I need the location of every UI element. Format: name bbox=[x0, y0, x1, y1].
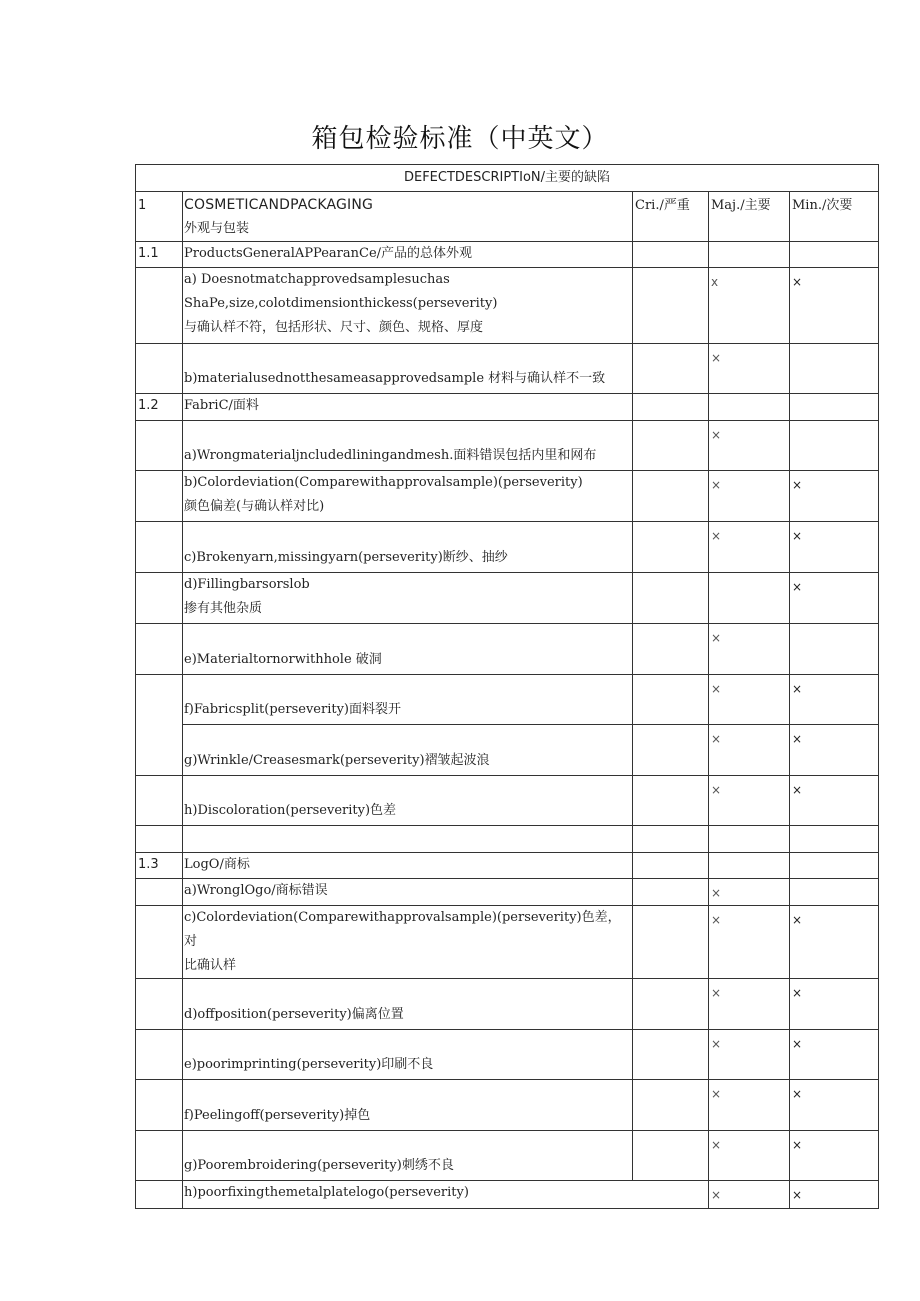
minor-mark: × bbox=[790, 471, 879, 522]
row-number bbox=[136, 776, 183, 826]
minor-mark: × bbox=[790, 979, 879, 1030]
minor-mark: × bbox=[790, 268, 879, 344]
table-row bbox=[136, 776, 879, 826]
major-mark bbox=[709, 826, 790, 853]
major-mark: × bbox=[709, 725, 790, 776]
critical-mark bbox=[633, 906, 709, 979]
defect-description bbox=[183, 421, 633, 471]
critical-mark bbox=[633, 776, 709, 826]
table-row bbox=[136, 725, 879, 776]
critical-mark bbox=[633, 1131, 709, 1181]
description-line: FabriC/面料 bbox=[184, 398, 259, 413]
description-line: e)poorimprinting(perseverity)印刷不良 bbox=[184, 1057, 434, 1072]
table-row bbox=[136, 675, 879, 725]
major-mark: × bbox=[709, 344, 790, 394]
defect-description bbox=[183, 1030, 633, 1080]
critical-mark bbox=[633, 624, 709, 675]
defect-description bbox=[183, 624, 633, 675]
description-line: c)Colordeviation(Comparewithapprovalsample)(perseverity)色差，对 bbox=[184, 910, 621, 949]
description-line: 比确认样 bbox=[184, 958, 237, 973]
minor-mark: × bbox=[790, 675, 879, 725]
table-row bbox=[136, 1030, 879, 1080]
defect-description-header: DEFECTDESCRIPTIoN/主要的缺陷 bbox=[136, 165, 879, 192]
defect-description bbox=[183, 1080, 633, 1131]
defect-description bbox=[183, 1181, 709, 1209]
description-line: g)Wrinkle/Creasesmark(perseverity)褶皱起波浪 bbox=[184, 753, 490, 768]
critical-mark bbox=[633, 471, 709, 522]
minor-mark: × bbox=[790, 906, 879, 979]
defect-description bbox=[183, 853, 633, 879]
defect-description bbox=[183, 573, 633, 624]
major-mark: × bbox=[709, 979, 790, 1030]
table-row bbox=[136, 573, 879, 624]
minor-mark bbox=[790, 624, 879, 675]
defect-description bbox=[183, 675, 633, 725]
section-header-row bbox=[136, 192, 879, 242]
table-row bbox=[136, 522, 879, 573]
table-row bbox=[136, 1080, 879, 1131]
description-line: a)Wrongmaterialjncludedliningandmesh.面料错误包括内里和网布 bbox=[184, 448, 597, 463]
row-number bbox=[136, 1131, 183, 1181]
description-line: b)materialusednotthesameasapprovedsample 材料与确认样不一致 bbox=[184, 371, 606, 386]
minor-mark bbox=[790, 826, 879, 853]
row-number bbox=[136, 522, 183, 573]
description-line: d)Fillingbarsorslob bbox=[184, 577, 310, 592]
minor-mark bbox=[790, 853, 879, 879]
table-row bbox=[136, 242, 879, 268]
major-mark bbox=[709, 242, 790, 268]
row-number bbox=[136, 421, 183, 471]
major-mark: × bbox=[709, 1181, 790, 1209]
row-number bbox=[136, 344, 183, 394]
description-line: f)Peelingoff(perseverity)掉色 bbox=[184, 1108, 371, 1123]
description-line: f)Fabricsplit(perseverity)面料裂开 bbox=[184, 702, 401, 717]
row-number bbox=[136, 573, 183, 624]
critical-mark bbox=[633, 242, 709, 268]
critical-mark bbox=[633, 522, 709, 573]
row-number bbox=[136, 979, 183, 1030]
minor-mark: × bbox=[790, 1181, 879, 1209]
defect-description bbox=[183, 471, 633, 522]
description-line: d)offposition(perseverity)偏离位置 bbox=[184, 1007, 404, 1022]
table-row bbox=[136, 624, 879, 675]
description-line: 颜色偏差(与确认样对比) bbox=[184, 499, 325, 514]
major-mark: × bbox=[709, 624, 790, 675]
column-header-critical: Cri./严重 bbox=[633, 192, 709, 242]
row-number bbox=[136, 826, 183, 853]
table-header-row bbox=[136, 165, 879, 192]
table-row bbox=[136, 979, 879, 1030]
row-number bbox=[136, 879, 183, 906]
defect-description bbox=[183, 879, 633, 906]
table-row bbox=[136, 421, 879, 471]
major-mark: × bbox=[709, 471, 790, 522]
critical-mark bbox=[633, 725, 709, 776]
description-line: a) Doesnotmatchapprovedsamplesuchas bbox=[184, 272, 450, 287]
defect-description bbox=[183, 344, 633, 394]
document-title: 箱包检验标准（中英文） bbox=[311, 124, 609, 154]
major-mark bbox=[709, 394, 790, 421]
minor-mark: × bbox=[790, 1030, 879, 1080]
row-number bbox=[136, 675, 183, 776]
minor-mark: × bbox=[790, 1131, 879, 1181]
defect-description bbox=[183, 826, 633, 853]
defect-description bbox=[183, 394, 633, 421]
major-mark: × bbox=[709, 776, 790, 826]
major-mark: × bbox=[709, 879, 790, 906]
table-row bbox=[136, 268, 879, 344]
description-line: e)Materialtornorwithhole 破洞 bbox=[184, 652, 382, 667]
section-number: 1 bbox=[136, 192, 183, 242]
defect-description bbox=[183, 1131, 633, 1181]
major-mark: × bbox=[709, 906, 790, 979]
critical-mark bbox=[633, 421, 709, 471]
major-mark: × bbox=[709, 421, 790, 471]
critical-mark bbox=[633, 1080, 709, 1131]
defect-description bbox=[183, 979, 633, 1030]
minor-mark: × bbox=[790, 1080, 879, 1131]
critical-mark bbox=[633, 344, 709, 394]
table-row bbox=[136, 1131, 879, 1181]
description-line: 掺有其他杂质 bbox=[184, 601, 263, 616]
critical-mark bbox=[633, 853, 709, 879]
minor-mark bbox=[790, 394, 879, 421]
description-line: h)poorfixingthemetalplatelogo(perseverity) bbox=[184, 1185, 469, 1200]
row-number: 1.2 bbox=[136, 394, 183, 421]
description-line: 与确认样不符，包括形状、尺寸、颜色、规格、厚度 bbox=[184, 320, 484, 335]
description-line: c)Brokenyarn,missingyarn(perseverity)断纱、抽纱 bbox=[184, 550, 508, 565]
major-mark: × bbox=[709, 1030, 790, 1080]
minor-mark bbox=[790, 879, 879, 906]
row-number bbox=[136, 1030, 183, 1080]
row-number: 1.3 bbox=[136, 853, 183, 879]
defect-description bbox=[183, 242, 633, 268]
inspection-standard-table bbox=[135, 164, 879, 1209]
defect-description bbox=[183, 776, 633, 826]
critical-mark bbox=[633, 826, 709, 853]
row-number bbox=[136, 906, 183, 979]
table-row bbox=[136, 906, 879, 979]
critical-mark bbox=[633, 1030, 709, 1080]
description-line: LogO/商标 bbox=[184, 857, 250, 872]
major-mark: × bbox=[709, 522, 790, 573]
row-number bbox=[136, 268, 183, 344]
table-row bbox=[136, 344, 879, 394]
minor-mark bbox=[790, 242, 879, 268]
defect-description bbox=[183, 268, 633, 344]
defect-description bbox=[183, 522, 633, 573]
defect-description bbox=[183, 725, 633, 776]
major-mark: × bbox=[709, 1080, 790, 1131]
table-row bbox=[136, 853, 879, 879]
table-row bbox=[136, 394, 879, 421]
minor-mark bbox=[790, 421, 879, 471]
major-mark: x bbox=[709, 268, 790, 344]
section-title-cn: 外观与包装 bbox=[184, 221, 250, 236]
minor-mark: × bbox=[790, 776, 879, 826]
table-row bbox=[136, 471, 879, 522]
column-header-major: Maj./主要 bbox=[709, 192, 790, 242]
critical-mark bbox=[633, 573, 709, 624]
major-mark: × bbox=[709, 675, 790, 725]
description-line: ProductsGeneralAPPearanCe/产品的总体外观 bbox=[184, 246, 473, 261]
description-line: ShaPe,size,colotdimensionthickess(perseverity) bbox=[184, 296, 498, 311]
description-line: h)Discoloration(perseverity)色差 bbox=[184, 803, 397, 818]
description-line: a)WronglOgo/商标错误 bbox=[184, 883, 328, 898]
row-number bbox=[136, 1080, 183, 1131]
critical-mark bbox=[633, 394, 709, 421]
critical-mark bbox=[633, 979, 709, 1030]
table-row bbox=[136, 826, 879, 853]
row-number: 1.1 bbox=[136, 242, 183, 268]
defect-description bbox=[183, 906, 633, 979]
minor-mark: × bbox=[790, 522, 879, 573]
major-mark: × bbox=[709, 1131, 790, 1181]
critical-mark bbox=[633, 268, 709, 344]
description-line: b)Colordeviation(Comparewithapprovalsample)(perseverity) bbox=[184, 475, 583, 490]
description-line bbox=[184, 826, 632, 850]
description-line: g)Poorembroidering(perseverity)刺绣不良 bbox=[184, 1158, 454, 1173]
row-number bbox=[136, 1181, 183, 1209]
table-row bbox=[136, 1181, 879, 1209]
major-mark bbox=[709, 573, 790, 624]
major-mark bbox=[709, 853, 790, 879]
minor-mark: × bbox=[790, 725, 879, 776]
table-row bbox=[136, 879, 879, 906]
column-header-minor: Min./次要 bbox=[790, 192, 879, 242]
section-title-en: COSMETICANDPACKAGING bbox=[184, 197, 374, 213]
minor-mark bbox=[790, 344, 879, 394]
critical-mark bbox=[633, 675, 709, 725]
row-number bbox=[136, 624, 183, 675]
row-number bbox=[136, 471, 183, 522]
minor-mark: × bbox=[790, 573, 879, 624]
critical-mark bbox=[633, 879, 709, 906]
